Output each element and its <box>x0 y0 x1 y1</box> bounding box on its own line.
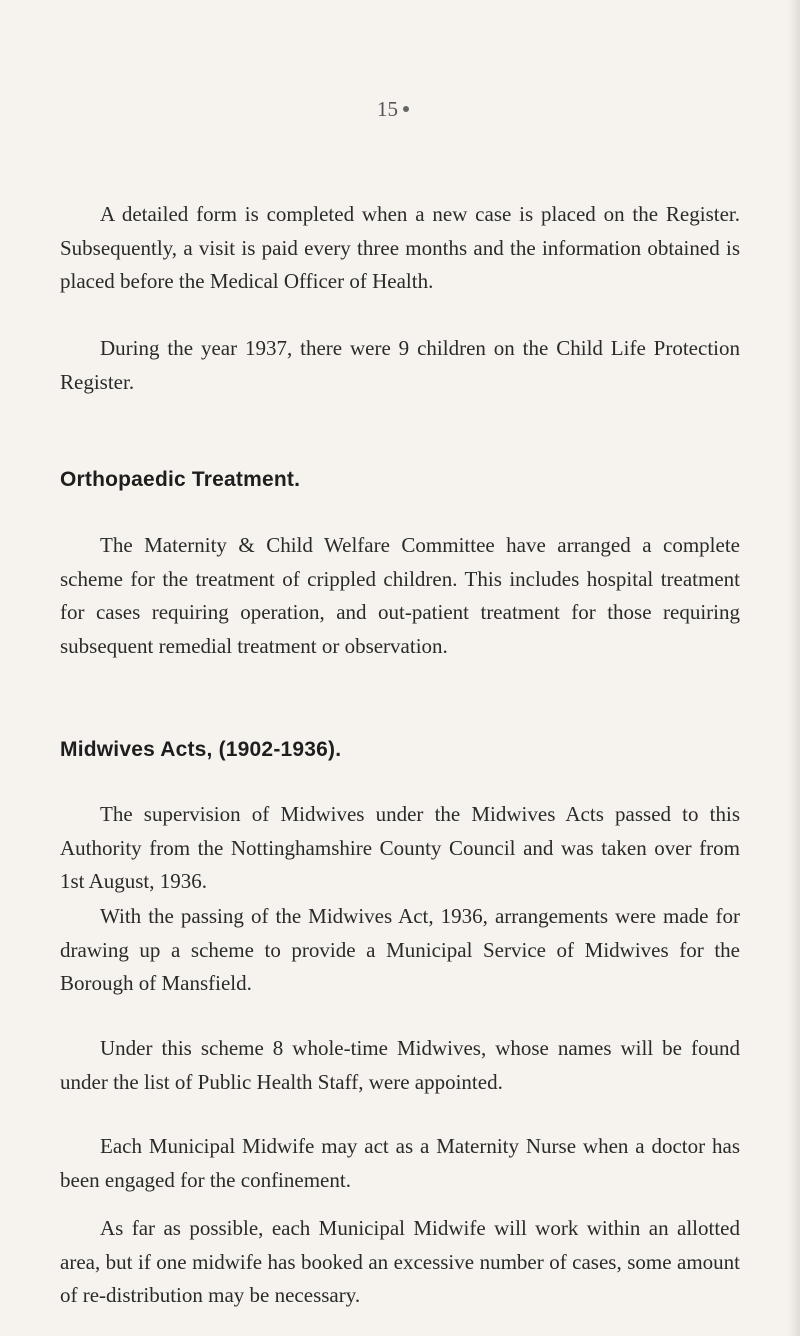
page-number: 15 <box>377 97 398 121</box>
paragraph-whole-time-midwives: Under this scheme 8 whole-time Midwives, whose names will be found under the list of Public Health Staff, were appointed. <box>60 1036 740 1094</box>
paragraph-midwives-act-1936: With the passing of the Midwives Act, 1936, arrangements were made for drawing up a scheme to provide a Municipal Service of Midwives for the Borough of Mansfield. <box>60 904 740 995</box>
paragraph-allotted-area: As far as possible, each Municipal Midwife will work within an allotted area, but if one midwife has booked an excessive number of cases, some amount of re-distribution may be necessary. <box>60 1216 740 1307</box>
paragraph-midwives-supervision: The supervision of Midwives under the Midwives Acts passed to this Authority from the Nottinghamshire County Council and was taken over from 1st August, 1936. <box>60 802 740 893</box>
paragraph-maternity-nurse: Each Municipal Midwife may act as a Maternity Nurse when a doctor has been engaged for the confinement. <box>60 1134 740 1192</box>
page-edge-shadow <box>788 0 800 1336</box>
paragraph-child-life-protection: During the year 1937, there were 9 children on the Child Life Protection Register. <box>60 336 740 394</box>
paragraph-register-form: A detailed form is completed when a new case is placed on the Register. Subsequently, a visit is paid every three months and the information obtained is placed before the Medical Officer of Health. <box>60 202 740 293</box>
paragraph-orthopaedic-scheme: The Maternity & Child Welfare Committee have arranged a complete scheme for the treatment of crippled children. This includes hospital treatment for cases requiring operation, and out-patient treatment for those requiring subsequent remedial treatment or observation. <box>60 533 740 658</box>
heading-orthopaedic-treatment: Orthopaedic Treatment. <box>60 468 301 491</box>
page-number-dot <box>403 106 409 112</box>
heading-midwives-acts: Midwives Acts, (1902-1936). <box>60 738 342 761</box>
